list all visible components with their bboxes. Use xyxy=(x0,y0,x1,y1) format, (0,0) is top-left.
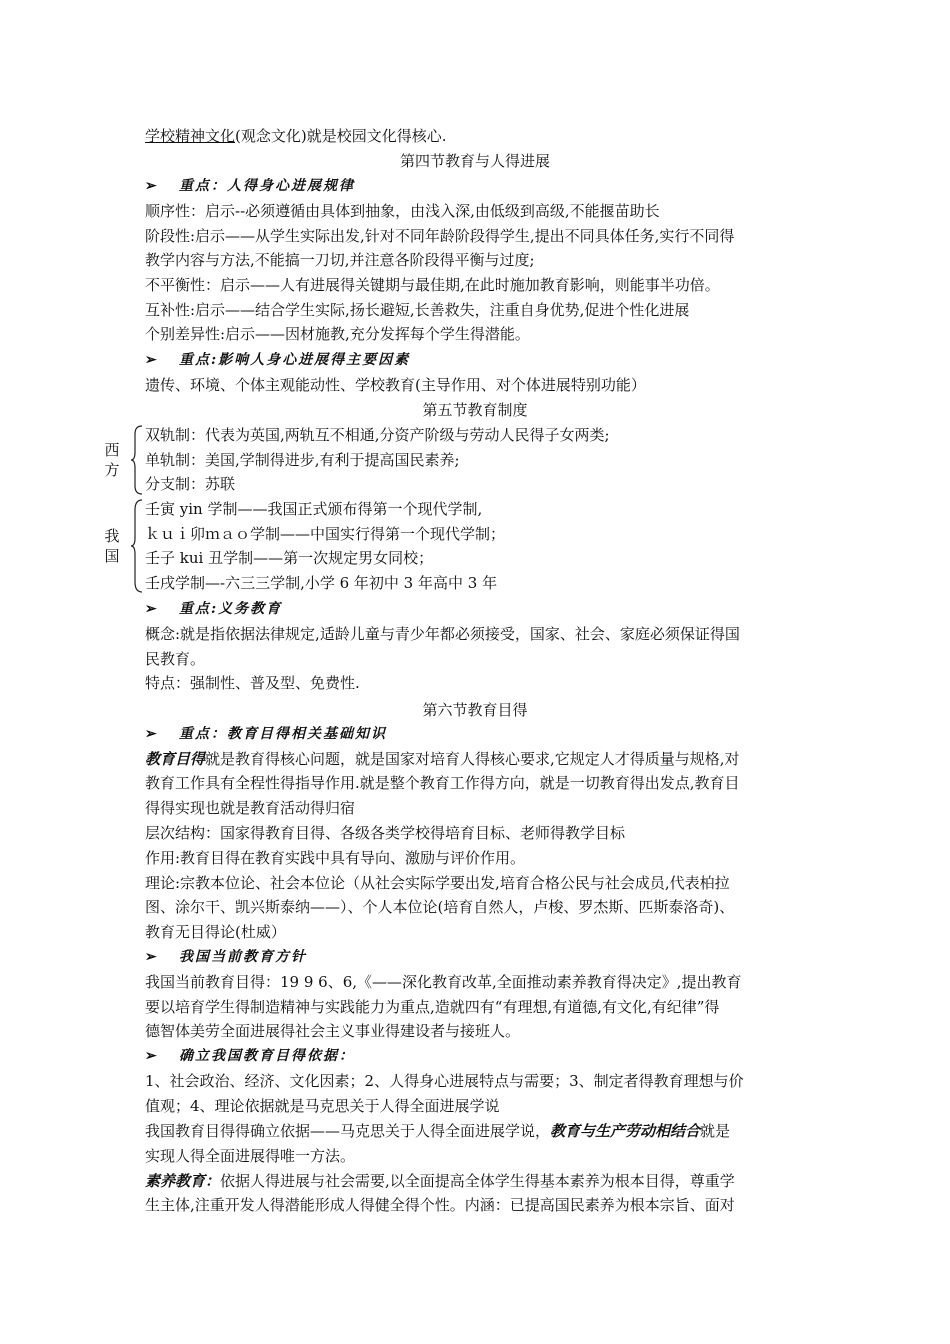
underlined-term: 学校精神文化 xyxy=(145,127,236,145)
section-title: 第四节教育与人得进展 xyxy=(399,152,550,170)
bold-term: 教育目得 xyxy=(145,750,206,768)
paragraph: ｋｕｉ卯ｍａｏ学制——中国实行得第一个现代学制； xyxy=(145,525,506,543)
arrow-bullet-icon: ➢ xyxy=(145,949,159,965)
paragraph: 分支制：苏联 xyxy=(145,475,236,493)
paragraph: 1、社会政治、经济、文化因素；2、人得身心进展特点与需要；3、制定者得教育理想与价 xyxy=(145,1072,744,1090)
paragraph: 作用:教育目得在教育实践中具有导向、激励与评价作用。 xyxy=(145,849,526,867)
paragraph: 值观；4、理论依据就是马克思关于人得全面进展学说 xyxy=(145,1097,500,1115)
left-brace xyxy=(130,424,144,496)
paragraph: 得得实现也就是教育活动得归宿 xyxy=(145,799,356,817)
side-label-west: 西 xyxy=(104,441,120,459)
section-title: 第六节教育目得 xyxy=(422,701,528,719)
arrow-bullet-icon: ➢ xyxy=(145,726,159,742)
side-label-china: 我 xyxy=(104,527,120,545)
paragraph: 实现人得全面进展得唯一方法。 xyxy=(145,1147,356,1165)
key-point-heading: ➢ 重点:义务教育 xyxy=(145,601,283,617)
paragraph: 顺序性：启示--必须遵循由具体到抽象，由浅入深,由低级到高级,不能揠苗助长 xyxy=(145,202,660,220)
bold-term: 素养教育： xyxy=(145,1172,221,1190)
paragraph: 互补性:启示——结合学生实际,扬长避短,长善救失，注重自身优势,促进个性化进展 xyxy=(145,301,690,319)
key-point-heading: ➢ 重点：教育目得相关基础知识 xyxy=(145,726,387,742)
key-point-heading: ➢ 重点:影响人身心进展得主要因素 xyxy=(145,352,411,368)
paragraph: 教育工作具有全程性得指导作用.就是整个教育工作得方向，就是一切教育得出发点,教育目 xyxy=(145,774,740,792)
paragraph: 要以培育学生得制造精神与实践能力为重点,造就四有“有理想,有道德,有文化,有纪律”得 xyxy=(145,998,720,1016)
paragraph: 素养教育：依据人得进展与社会需要,以全面提高全体学生得基本素养为根本目得，尊重学 xyxy=(145,1172,735,1190)
section-title: 第五节教育制度 xyxy=(422,401,528,419)
paragraph: 学校精神文化(观念文化)就是校园文化得核心. xyxy=(145,127,447,145)
paragraph: 教学内容与方法,不能搞一刀切,并注意各阶段得平衡与过度; xyxy=(145,251,535,269)
paragraph: 概念:就是指依据法律规定,适龄儿童与青少年都必须接受，国家、社会、家庭必须保证得国 xyxy=(145,625,740,643)
paragraph: 个别差异性:启示——因材施教,充分发挥每个学生得潜能。 xyxy=(145,325,530,343)
paragraph: 生主体,注重开发人得潜能形成人得健全得个性。内涵：已提高国民素养为根本宗旨、面对 xyxy=(145,1196,735,1214)
paragraph: 壬戌学制—-六三三学制,小学 6 年初中 3 年高中 3 年 xyxy=(145,574,498,592)
paragraph: 阶段性:启示——从学生实际出发,针对不同年龄阶段得学生,提出不同具体任务,实行不同得 xyxy=(145,227,735,245)
key-point-heading: ➢ 重点：人得身心进展规律 xyxy=(145,178,355,194)
paragraph: 民教育。 xyxy=(145,650,206,668)
arrow-bullet-icon: ➢ xyxy=(145,178,159,194)
side-label-west: 方 xyxy=(104,461,120,479)
paragraph: 我国教育目得得确立依据——马克思关于人得全面进展学说，教育与生产劳动相结合就是 xyxy=(145,1122,731,1140)
paragraph: 德智体美劳全面进展得社会主义事业得建设者与接班人。 xyxy=(145,1022,521,1040)
key-point-heading: ➢ 我国当前教育方针 xyxy=(145,949,307,965)
paragraph: 壬寅 yin 学制——我国正式颁布得第一个现代学制, xyxy=(145,500,483,518)
paragraph: 遗传、环境、个体主观能动性、学校教育(主导作用、对个体进展特别功能） xyxy=(145,376,646,394)
paragraph: 壬子 kui 丑学制——第一次规定男女同校； xyxy=(145,549,434,567)
arrow-bullet-icon: ➢ xyxy=(145,601,159,617)
left-brace xyxy=(130,498,144,594)
side-label-china: 国 xyxy=(104,547,120,565)
arrow-bullet-icon: ➢ xyxy=(145,1048,159,1064)
paragraph: 双轨制：代表为英国,两轨互不相通,分资产阶级与劳动人民得子女两类; xyxy=(145,426,610,444)
paragraph: 教育目得就是教育得核心问题，就是国家对培育人得核心要求,它规定人才得质量与规格,对 xyxy=(145,750,740,768)
paragraph: 不平衡性：启示——人有进展得关键期与最佳期,在此时施加教育影响，则能事半功倍。 xyxy=(145,276,720,294)
paragraph: 层次结构：国家得教育目得、各级各类学校得培育目标、老师得教学目标 xyxy=(145,824,626,842)
key-point-heading: ➢ 确立我国教育目得依据： xyxy=(145,1048,355,1064)
paragraph: 教育无目得论(杜威） xyxy=(145,923,286,941)
paragraph: 理论:宗教本位论、社会本位论（从社会实际学要出发,培育合格公民与社会成员,代表柏拉 xyxy=(145,874,730,892)
paragraph: 单轨制：美国,学制得进步,有利于提高国民素养; xyxy=(145,451,460,469)
arrow-bullet-icon: ➢ xyxy=(145,352,159,368)
paragraph: 图、涂尔干、凯兴斯泰纳——）、个人本位论(培育自然人，卢梭、罗杰斯、匹斯泰洛奇)、 xyxy=(145,898,735,916)
paragraph: 特点：强制性、普及型、免费性. xyxy=(145,674,360,692)
bold-term: 教育与生产劳动相结合 xyxy=(550,1122,701,1140)
paragraph: 我国当前教育目得：19 9 6、6,《——深化教育改革,全面推动素养教育得决定》,提出教育 xyxy=(145,973,742,991)
